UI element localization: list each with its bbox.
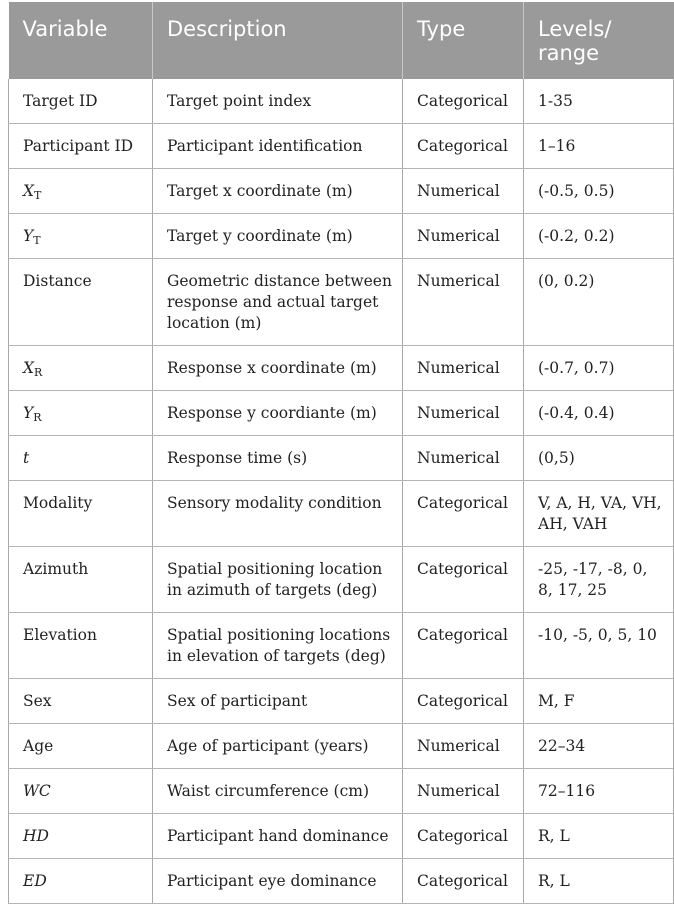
cell-type: Numerical [403,436,524,481]
cell-description: Spatial positioning locations in elevation of targets (deg) [153,613,403,679]
var-subscript: R [33,411,42,424]
cell-variable: Azimuth [9,547,153,613]
cell-levels: -25, -17, -8, 0, 8, 17, 25 [524,547,674,613]
cell-type: Numerical [403,214,524,259]
variables-table [8,2,674,904]
cell-variable: t [9,436,153,481]
cell-description: Response x coordinate (m) [153,346,403,391]
cell-levels: 72–116 [524,769,674,814]
table-row [9,124,674,169]
cell-levels: V, A, H, VA, VH, AH, VAH [524,481,674,547]
cell-variable: WC [9,769,153,814]
table-row [9,79,674,124]
cell-levels: (-0.2, 0.2) [524,214,674,259]
cell-levels: (-0.4, 0.4) [524,391,674,436]
cell-variable: HD [9,814,153,859]
cell-levels: (0, 0.2) [524,259,674,346]
cell-description: Sensory modality condition [153,481,403,547]
cell-description: Target y coordinate (m) [153,214,403,259]
table-row [9,769,674,814]
header-variable: Variable [9,2,153,79]
cell-description: Waist circumference (cm) [153,769,403,814]
cell-levels: R, L [524,814,674,859]
table-row [9,391,674,436]
var-symbol: X [23,182,35,200]
table-row [9,481,674,547]
cell-description: Target point index [153,79,403,124]
cell-type: Numerical [403,724,524,769]
table-row [9,814,674,859]
table-row [9,214,674,259]
cell-levels: 22–34 [524,724,674,769]
cell-variable: Elevation [9,613,153,679]
header-description: Description [153,2,403,79]
cell-levels: 1–16 [524,124,674,169]
cell-type: Categorical [403,547,524,613]
cell-levels: 1-35 [524,79,674,124]
cell-variable: ED [9,859,153,904]
cell-variable: Age [9,724,153,769]
table-row [9,724,674,769]
cell-type: Categorical [403,481,524,547]
cell-type: Numerical [403,259,524,346]
cell-levels: M, F [524,679,674,724]
cell-description: Spatial positioning location in azimuth of targets (deg) [153,547,403,613]
cell-variable [9,346,153,391]
cell-type: Categorical [403,124,524,169]
table-row [9,169,674,214]
cell-type: Categorical [403,679,524,724]
cell-description: Target x coordinate (m) [153,169,403,214]
var-symbol: Y [23,404,34,422]
cell-type: Categorical [403,79,524,124]
cell-variable [9,391,153,436]
cell-description: Participant eye dominance [153,859,403,904]
cell-levels: (-0.7, 0.7) [524,346,674,391]
cell-levels: (0,5) [524,436,674,481]
cell-type: Categorical [403,613,524,679]
table-row [9,613,674,679]
header-row [9,2,674,79]
cell-description: Participant identification [153,124,403,169]
cell-type: Categorical [403,859,524,904]
variables-table-container [8,2,673,904]
cell-variable: Sex [9,679,153,724]
cell-type: Numerical [403,769,524,814]
cell-variable [9,214,153,259]
var-subscript: R [34,366,43,379]
cell-variable: Modality [9,481,153,547]
cell-type: Numerical [403,169,524,214]
table-header [9,2,674,79]
cell-description: Participant hand dominance [153,814,403,859]
cell-description: Age of participant (years) [153,724,403,769]
table-row [9,346,674,391]
var-subscript: T [34,189,42,202]
cell-variable: Target ID [9,79,153,124]
var-symbol: X [23,359,35,377]
cell-levels: (-0.5, 0.5) [524,169,674,214]
cell-levels: -10, -5, 0, 5, 10 [524,613,674,679]
var-symbol: Y [23,227,34,245]
table-row [9,547,674,613]
cell-levels: R, L [524,859,674,904]
cell-description: Response y coordiante (m) [153,391,403,436]
table-row [9,679,674,724]
header-levels: Levels/ range [524,2,674,79]
cell-type: Numerical [403,391,524,436]
cell-variable: Distance [9,259,153,346]
cell-description: Response time (s) [153,436,403,481]
header-type: Type [403,2,524,79]
cell-description: Geometric distance between response and actual target location (m) [153,259,403,346]
cell-description: Sex of participant [153,679,403,724]
var-subscript: T [33,234,41,247]
cell-variable: Participant ID [9,124,153,169]
table-row [9,859,674,904]
table-row [9,436,674,481]
cell-type: Categorical [403,814,524,859]
cell-variable [9,169,153,214]
table-row [9,259,674,346]
cell-type: Numerical [403,346,524,391]
table-body [9,79,674,904]
